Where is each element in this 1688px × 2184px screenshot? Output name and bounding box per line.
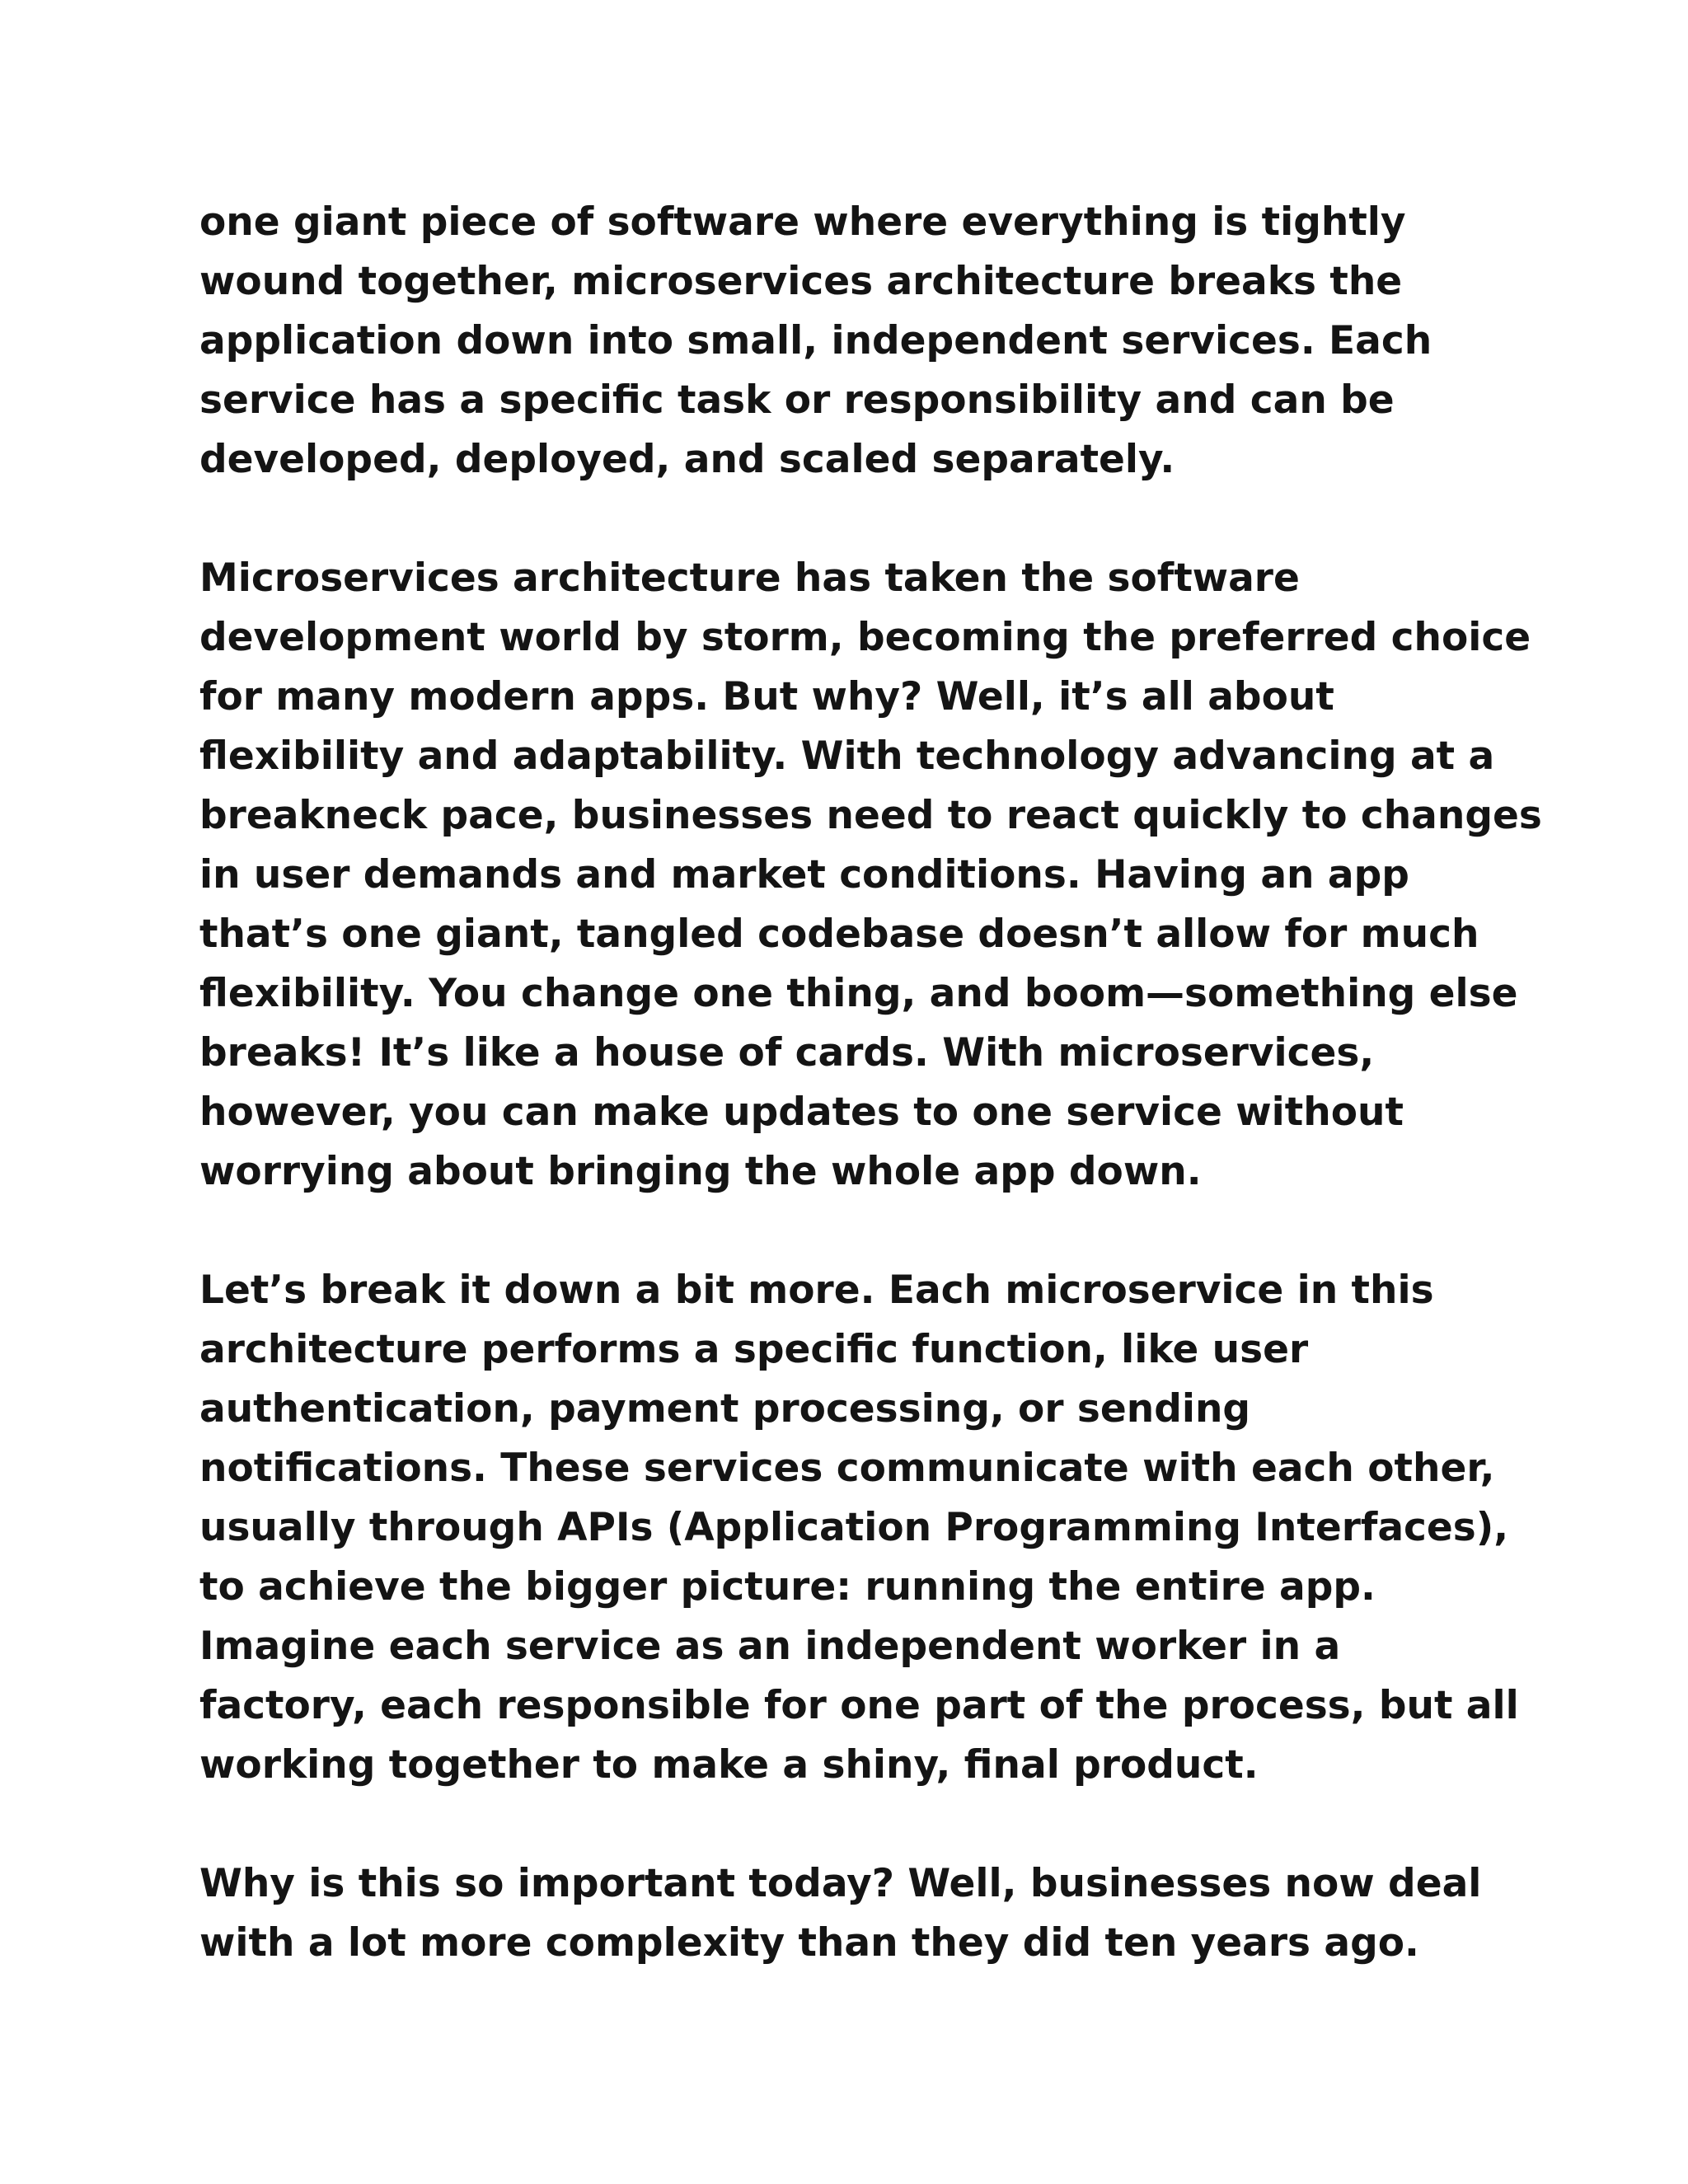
- text-line: however, you can make updates to one service without: [199, 1090, 1404, 1135]
- text-line: factory, each responsible for one part of the process, but all: [199, 1683, 1519, 1728]
- paragraph-breakdown: [199, 1261, 1519, 1795]
- text-line: authentication, payment processing, or sending: [199, 1386, 1251, 1432]
- text-line: developed, deployed, and scaled separately.: [199, 437, 1175, 482]
- text-line: to achieve the bigger picture: running the entire app.: [199, 1564, 1376, 1610]
- text-line: wound together, microservices architecture breaks the: [199, 259, 1403, 304]
- text-line: one giant piece of software where everything is tightly: [199, 199, 1406, 245]
- text-line: architecture performs a specific function, like user: [199, 1327, 1309, 1372]
- text-line: usually through APIs (Application Programming Interfaces),: [199, 1505, 1509, 1550]
- text-line: with a lot more complexity than they did ten years ago.: [199, 1920, 1419, 1966]
- text-line: development world by storm, becoming the preferred choice: [199, 615, 1531, 660]
- text-line: Let’s break it down a bit more. Each microservice in this: [199, 1268, 1434, 1313]
- text-line: application down into small, independent services. Each: [199, 318, 1432, 363]
- text-line: notifications. These services communicate with each other,: [199, 1446, 1495, 1491]
- text-line: breaks! It’s like a house of cards. With microservices,: [199, 1030, 1375, 1076]
- text-line: flexibility and adaptability. With technology advancing at a: [199, 733, 1495, 779]
- text-line: Imagine each service as an independent worker in a: [199, 1624, 1341, 1669]
- text-line: breakneck pace, businesses need to react quickly to changes: [199, 793, 1542, 838]
- paragraph-importance: [199, 1854, 1481, 1973]
- text-line: in user demands and market conditions. Having an app: [199, 852, 1409, 898]
- text-line: Microservices architecture has taken the software: [199, 555, 1300, 601]
- text-line: flexibility. You change one thing, and boom—something else: [199, 971, 1518, 1016]
- paragraph-why-microservices: [199, 549, 1542, 1202]
- text-line: worrying about bringing the whole app down.: [199, 1149, 1202, 1194]
- paragraph-intro: [199, 193, 1432, 490]
- text-line: working together to make a shiny, final product.: [199, 1742, 1259, 1788]
- text-line: Why is this so important today? Well, businesses now deal: [199, 1861, 1482, 1906]
- text-line: service has a specific task or responsibility and can be: [199, 377, 1395, 423]
- text-line: for many modern apps. But why? Well, it’s all about: [199, 674, 1334, 719]
- text-line: that’s one giant, tangled codebase doesn’t allow for much: [199, 912, 1479, 957]
